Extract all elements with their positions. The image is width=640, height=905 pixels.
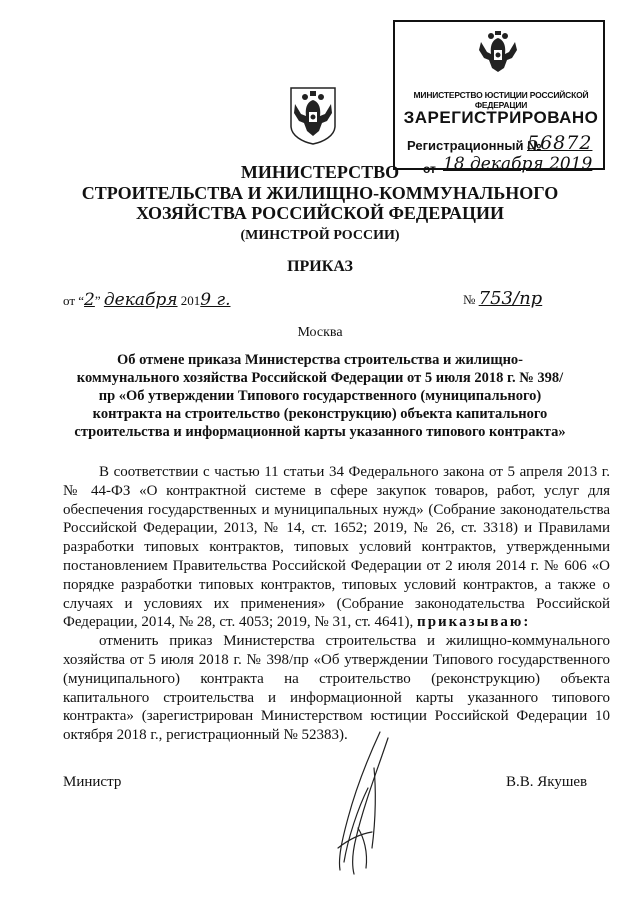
coat-of-arms-icon (287, 86, 339, 146)
stamp-registered-label: ЗАРЕГИСТРИРОВАНО (403, 108, 599, 127)
date-prefix: от “ (63, 293, 85, 308)
handwritten-signature (318, 728, 408, 878)
order-date (63, 290, 231, 310)
eagle-emblem-icon (475, 28, 521, 74)
order-title: Об отмене приказа Министерства строительства и жилищно-коммунального хозяйства Российской Федерации от 5 июля 2018 г. № 398/пр «Об утверждении Типового государственного (муниципального) контракта на строительство (реконструкцию) объекта капитального строительства и информационной карты указанного типового контракта» (74, 352, 566, 440)
ministry-abbreviation: (МИНСТРОЙ РОССИИ) (240, 228, 400, 243)
signer-name: В.В. Якушев (506, 774, 588, 790)
body-paragraph-2: отменить приказ Министерства строительства и жилищно-коммунального хозяйства от 5 июля 2018 г. № 398/пр «Об утверждении Типового государственного (муниципального) контракта на строительство (реконструкцию) объекта капитального строительства и информационной карты указанного типового контракта» (зарегистрирован Министерством юстиции Российской Федерации 10 октября 2018 г., регистрационный № 52383). (63, 633, 610, 744)
date-month: декабря (103, 290, 178, 310)
number-label: № (463, 292, 476, 307)
body-paragraph-1-text: В соответствии с частью 11 статьи 34 Федерального закона от 5 апреля 2013 г. № 44-ФЗ «О контрактной системе в сфере закупок товаров, работ, услуг для обеспечения государственных и муниципальных нужд» (Собрание законодательства Российской Федерации, 2013, № 14, ст. 1652; 2019, № 26, ст. 3318) и Правилами разработки типовых контрактов, типовых условий контрактов, утвержденными постановлением Правительства Российской Федерации от 2 июля 2014 г. № 606 «О порядке разработки типовых контрактов, типовых условий контрактов, а также о случаях и условиях их применения» (Собрание законодательства Российской Федерации, 2014, № 28, ст. 4053; 2019, № 31, ст. 4641), (63, 464, 610, 631)
city: Москва (297, 325, 343, 340)
order-command: приказываю: (417, 614, 531, 631)
ministry-name-line2: СТРОИТЕЛЬСТВА И ЖИЛИЩНО-КОММУНАЛЬНОГО (81, 183, 559, 203)
order-body (63, 463, 610, 745)
ministry-name-line1: МИНИСТЕРСТВО (240, 162, 400, 182)
number-value: 753/пр (478, 288, 543, 309)
date-day: 2 (84, 290, 95, 310)
document-type: ПРИКАЗ (287, 258, 353, 275)
date-year-suffix: 9 г. (200, 290, 231, 310)
date-year-prefix: 201 (180, 293, 201, 308)
signer-title: Министр (63, 774, 122, 790)
order-number (463, 288, 542, 309)
date-mid: ” (94, 293, 101, 308)
stamp-ministry-name: МИНИСТЕРСТВО ЮСТИЦИИ РОССИЙСКОЙ ФЕДЕРАЦИИ (413, 90, 589, 110)
stamp-date-label: от (423, 162, 436, 176)
stamp-regno-value: 56872 (527, 132, 593, 154)
body-paragraph-1 (63, 463, 610, 632)
registration-stamp (393, 20, 605, 176)
ministry-name-line3: ХОЗЯЙСТВА РОССИЙСКОЙ ФЕДЕРАЦИИ (135, 203, 505, 223)
stamp-date-value: 18 декабря 2019 (443, 154, 593, 174)
stamp-regno-label: Регистрационный № (407, 138, 542, 153)
